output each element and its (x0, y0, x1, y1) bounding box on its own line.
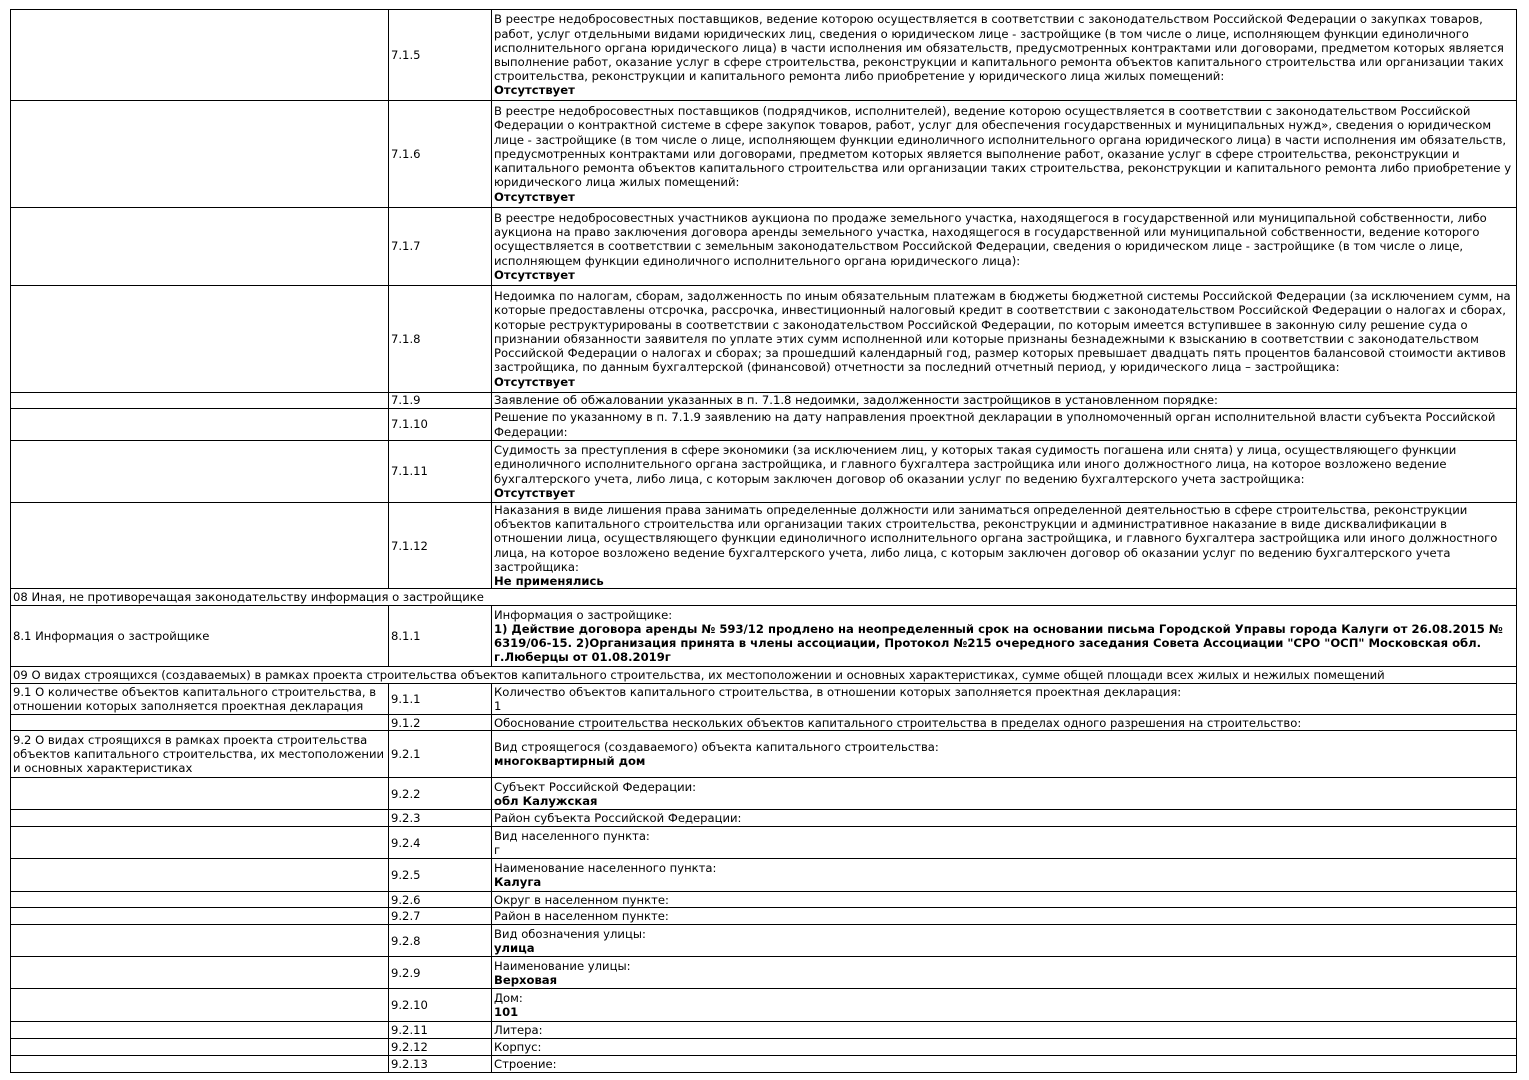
table-row (11, 606, 1517, 667)
row-label: 9.1 О количестве объектов капитального строительства, в отношении которых заполняется проектная декларация (11, 684, 389, 715)
row-number: 9.1.2 (389, 715, 492, 731)
row-text: Заявление об обжаловании указанных в п. 7.1.8 недоимки, задолженности застройщиков в установленном порядке: (494, 393, 1218, 408)
declaration-table (10, 9, 1517, 1073)
row-label (11, 957, 389, 989)
row-text: Количество объектов капитального строительства, в отношении которых заполняется проектная декларация: (494, 685, 1182, 700)
row-value: 101 (494, 1005, 519, 1020)
section-09-title: 09 О видах строящихся (создаваемых) в рамках проекта строительства объектов капитального строительства, их местоположении и основных характеристиках, сумме общей площади всех жилых и нежилых помещений (11, 667, 1517, 684)
row-text: Округ в населенном пункте: (494, 892, 669, 907)
row-label (11, 859, 389, 892)
row-content (492, 731, 1517, 778)
row-text: Вид населенного пункта: (494, 828, 650, 843)
row-content (492, 441, 1517, 503)
row-label (11, 1039, 389, 1056)
row-number: 7.1.12 (389, 503, 492, 589)
table-row (11, 1022, 1517, 1039)
row-text: Район в населенном пункте: (494, 909, 669, 924)
row-number: 9.2.5 (389, 859, 492, 892)
row-label (11, 101, 389, 208)
row-label (11, 503, 389, 589)
row-number: 9.2.10 (389, 989, 492, 1022)
row-content (492, 989, 1517, 1022)
row-value: Отсутствует (494, 83, 575, 98)
row-content (492, 778, 1517, 810)
table-row (11, 810, 1517, 827)
row-value: Отсутствует (494, 485, 575, 500)
row-value: 1 (494, 699, 502, 714)
row-label (11, 892, 389, 908)
row-number: 7.1.7 (389, 208, 492, 286)
row-label (11, 409, 389, 441)
table-row (11, 1039, 1517, 1056)
row-number: 7.1.5 (389, 10, 492, 101)
table-row (11, 10, 1517, 101)
row-text: Корпус: (494, 1040, 542, 1055)
row-content (492, 10, 1517, 101)
row-number: 9.2.13 (389, 1056, 492, 1073)
table-row (11, 892, 1517, 908)
table-row (11, 503, 1517, 589)
row-number: 9.2.11 (389, 1022, 492, 1039)
row-content (492, 684, 1517, 715)
row-content (492, 827, 1517, 859)
table-row (11, 989, 1517, 1022)
row-content (492, 925, 1517, 957)
row-value: г (494, 842, 501, 857)
row-content (492, 1056, 1517, 1073)
row-number: 9.1.1 (389, 684, 492, 715)
row-value: Отсутствует (494, 374, 575, 389)
row-text: Судимость за преступления в сфере экономики (за исключением лиц, у которых такая судимость погашена или снята) у лица, осуществляющего функции единоличного исполнительного органа застройщика, и главного бухгалтера застройщика или иного должностного лица, на которое возложено ведение бухгалтерского учета, либо лица, с которым заключен договор об оказании услуг по ведению бухгалтерского учета застройщика: (494, 443, 1457, 486)
row-label (11, 1056, 389, 1073)
row-content (492, 859, 1517, 892)
row-label (11, 989, 389, 1022)
row-content (492, 208, 1517, 286)
row-number: 9.2.8 (389, 925, 492, 957)
row-value: Не применялись (494, 574, 604, 589)
row-value: Отсутствует (494, 189, 575, 204)
row-number: 7.1.9 (389, 393, 492, 409)
row-label (11, 778, 389, 810)
row-number: 9.2.9 (389, 957, 492, 989)
table-row (11, 957, 1517, 989)
row-label (11, 208, 389, 286)
row-text: В реестре недобросовестных участников аукциона по продаже земельного участка, находящегося в государственной или муниципальной собственности, либо аукциона на право заключения договора аренды земельного участка, находящегося в государственной или муниципальной собственности, ведение которого осуществляется в соответствии с земельным законодательством Российской Федерации, сведения о юридическом лице - застройщике (в том числе о лице, исполняющем функции единоличного исполнительного органа юридического лица): (494, 210, 1487, 268)
row-number: 8.1.1 (389, 606, 492, 667)
section-header-row (11, 589, 1517, 606)
row-number: 7.1.10 (389, 409, 492, 441)
table-row (11, 208, 1517, 286)
row-text: Наименование населенного пункта: (494, 861, 717, 876)
row-text: В реестре недобросовестных поставщиков, ведение которою осуществляется в соответствии с законодательством Российской Федерации о закупках товаров, работ, услуг отдельными видами юридических лиц, сведения о юридическом лице - застройщике (в том числе о лице, исполняющем функции единоличного исполнительного органа юридического лица) в части исполнения им обязательств, предусмотренных контрактами или договорами, предметом которых является выполнение работ, оказание услуг в сфере строительства, реконструкции и капитального ремонта объектов капитального строительства или организации таких строительства, реконструкции и капитального ремонта либо приобретение у юридического лица жилых помещений: (494, 12, 1504, 84)
row-label (11, 810, 389, 827)
table-row (11, 859, 1517, 892)
row-content (492, 409, 1517, 441)
row-text: Субъект Российской Федерации: (494, 779, 697, 794)
row-text: Вид строящегося (создаваемого) объекта капитального строительства: (494, 740, 939, 755)
row-number: 9.2.2 (389, 778, 492, 810)
row-number: 9.2.12 (389, 1039, 492, 1056)
row-number: 9.2.6 (389, 892, 492, 908)
row-content (492, 892, 1517, 908)
row-number: 9.2.7 (389, 908, 492, 925)
row-text: Недоимка по налогам, сборам, задолженность по иным обязательным платежам в бюджеты бюджетной системы Российской Федерации (за исключением сумм, на которые предоставлены отсрочка, рассрочка, инвестиционный налоговый кредит в соответствии с законодательством Российской Федерации о налогах и сборах, которые реструктурированы в соответствии с законодательством Российской Федерации, по которым имеется вступившее в законную силу решение суда о признании обязанности заявителя по уплате этих сумм исполненной или которые признаны безнадежными к взысканию в соответствии с законодательством Российской Федерации о налогах и сборах; за прошедший календарный год, размер которых превышает двадцать пять процентов балансовой стоимости активов застройщика, по данным бухгалтерской (финансовой) отчетности за последний отчетный период, у юридического лица – застройщика: (494, 289, 1511, 375)
row-text: Наказания в виде лишения права занимать определенные должности или заниматься определенной деятельностью в сфере строительства, реконструкции объектов капитального строительства или организации таких строительства, реконструкции и административное наказание в виде дисквалификации в отношении лица, осуществляющего функции единоличного исполнительного органа застройщика, и главного бухгалтера застройщика или иного должностного лица, на которое возложено ведение бухгалтерского учета, либо лица, с которым заключен договор об оказании услуг по ведению бухгалтерского учета застройщика: (494, 503, 1498, 574)
row-text: Обоснование строительства нескольких объектов капитального строительства в пределах одного разрешения на строительство: (494, 715, 1302, 730)
table-row (11, 286, 1517, 393)
table-row (11, 441, 1517, 503)
row-value: Отсутствует (494, 267, 575, 282)
row-value: Верховая (494, 972, 558, 987)
row-number: 7.1.6 (389, 101, 492, 208)
row-text: Вид обозначения улицы: (494, 926, 646, 941)
row-label (11, 286, 389, 393)
row-label (11, 10, 389, 101)
table-row (11, 778, 1517, 810)
row-label (11, 393, 389, 409)
row-label (11, 925, 389, 957)
row-text: Район субъекта Российской Федерации: (494, 811, 742, 826)
row-content (492, 606, 1517, 667)
row-value: обл Калужская (494, 793, 598, 808)
row-value: улица (494, 940, 535, 955)
row-content (492, 101, 1517, 208)
row-content (492, 957, 1517, 989)
table-row (11, 925, 1517, 957)
row-value: 1) Действие договора аренды № 593/12 продлено на неопределенный срок на основании письма Городской Управы города Калуги от 26.08.2015 № 6319/06-15. 2)Организация принята в члены ассоциации, Протокол №215 очередного заседания Совета Ассоциации "СРО "ОСП" Московская обл. г.Люберцы от 01.08.2019г (494, 622, 1503, 665)
table-row (11, 684, 1517, 715)
row-text: Литера: (494, 1023, 543, 1038)
row-content (492, 393, 1517, 409)
row-label (11, 908, 389, 925)
row-number: 7.1.11 (389, 441, 492, 503)
row-text: Строение: (494, 1057, 557, 1072)
row-text: В реестре недобросовестных поставщиков (подрядчиков, исполнителей), ведение которою осуществляется в соответствии с законодательством Российской Федерации о контрактной системе в сфере закупок товаров, работ, услуг для обеспечения государственных и муниципальных нужд», сведения о юридическом лице - застройщике (в том числе о лице, исполняющем функции единоличного исполнительного органа юридического лица) в части исполнения им обязательств, предусмотренных контрактами или договорами, предметом которых является выполнение работ, оказание услуг в сфере строительства, реконструкции и капитального ремонта объектов капитального строительства или организации таких строительства, реконструкции и капитального ремонта либо приобретение у юридического лица жилых помещений: (494, 104, 1512, 190)
section-08-title: 08 Иная, не противоречащая законодательству информация о застройщике (11, 589, 1517, 606)
table-row (11, 101, 1517, 208)
row-number: 9.2.1 (389, 731, 492, 778)
row-label (11, 827, 389, 859)
row-content (492, 908, 1517, 925)
row-content (492, 1022, 1517, 1039)
table-row (11, 393, 1517, 409)
row-value: многоквартирный дом (494, 754, 646, 769)
row-value: Калуга (494, 875, 542, 890)
row-content (492, 715, 1517, 731)
row-label: 9.2 О видах строящихся в рамках проекта строительства объектов капитального строительства, их местоположении и основных характеристиках (11, 731, 389, 778)
table-row (11, 731, 1517, 778)
row-label (11, 715, 389, 731)
row-text: Решение по указанному в п. 7.1.9 заявлению на дату направления проектной декларации в уполномоченный орган исполнительной власти субъекта Российской Федерации: (494, 410, 1496, 439)
row-number: 7.1.8 (389, 286, 492, 393)
row-label (11, 1022, 389, 1039)
row-content (492, 503, 1517, 589)
row-content (492, 1039, 1517, 1056)
table-row (11, 1056, 1517, 1073)
row-text: Информация о застройщике: (494, 607, 673, 622)
section-header-row (11, 667, 1517, 684)
table-row (11, 409, 1517, 441)
row-content (492, 286, 1517, 393)
row-label: 8.1 Информация о застройщике (11, 606, 389, 667)
table-row (11, 715, 1517, 731)
row-text: Дом: (494, 991, 523, 1006)
row-text: Наименование улицы: (494, 958, 631, 973)
row-content (492, 810, 1517, 827)
row-label (11, 441, 389, 503)
table-row (11, 908, 1517, 925)
row-number: 9.2.4 (389, 827, 492, 859)
row-number: 9.2.3 (389, 810, 492, 827)
table-row (11, 827, 1517, 859)
